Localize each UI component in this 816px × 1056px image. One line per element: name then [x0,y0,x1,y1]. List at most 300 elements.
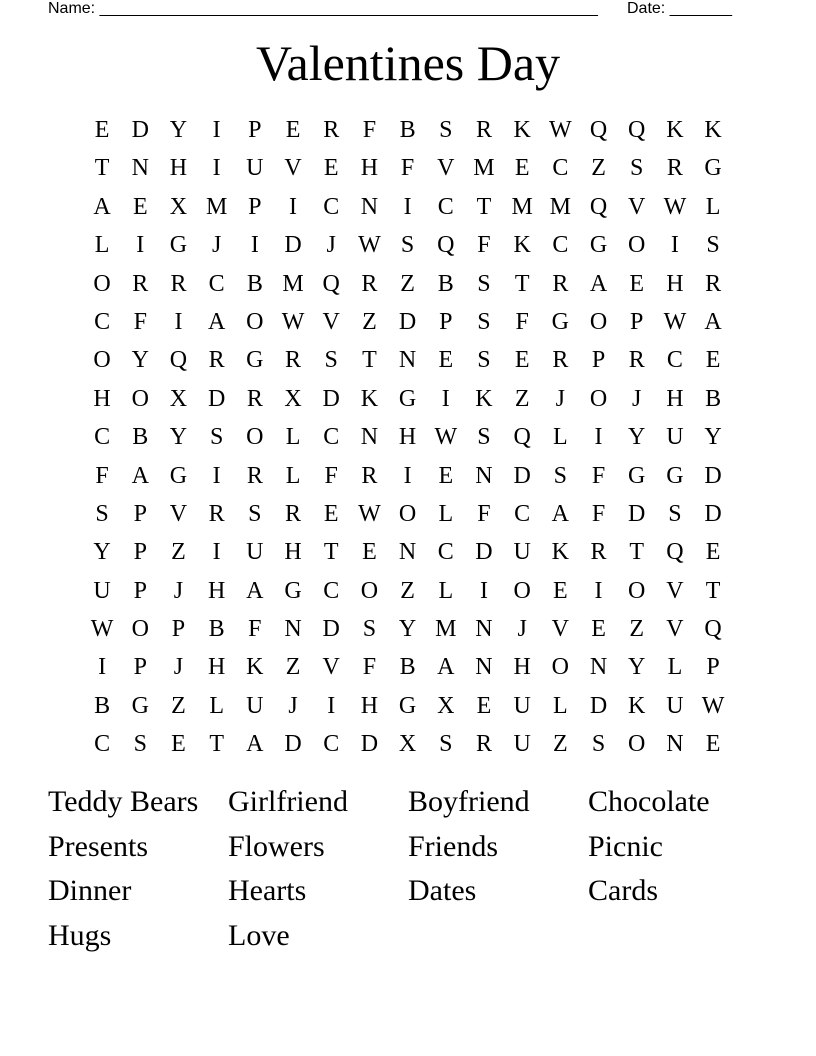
grid-letter[interactable]: F [477,232,491,259]
grid-letter[interactable]: H [207,577,226,604]
grid-letter[interactable]: R [323,117,340,143]
grid-letter[interactable]: Q [322,270,340,297]
grid-letter[interactable]: R [552,347,569,374]
grid-letter[interactable]: T [629,539,645,566]
grid-letter[interactable]: N [131,155,149,182]
grid-letter[interactable]: W [90,616,114,643]
grid-letter[interactable]: T [514,270,530,297]
grid-letter[interactable]: H [360,155,379,182]
grid-letter[interactable]: R [475,731,492,758]
grid-letter[interactable]: P [133,577,147,604]
grid-letter[interactable]: O [513,577,531,604]
grid-letter[interactable]: G [169,462,188,489]
grid-letter[interactable]: R [208,500,225,527]
grid-letter[interactable]: N [475,462,493,489]
grid-letter[interactable]: B [208,616,225,643]
grid-letter[interactable]: R [361,270,378,297]
grid-letter[interactable]: I [594,424,603,451]
grid-letter[interactable]: Q [628,117,646,143]
grid-letter[interactable]: V [666,577,684,604]
grid-letter[interactable]: S [324,347,338,374]
grid-letter[interactable]: R [552,270,569,297]
grid-letter[interactable]: E [94,117,110,143]
grid-letter[interactable]: A [437,654,455,681]
grid-letter[interactable]: V [437,155,455,182]
grid-letter[interactable]: N [398,347,417,374]
grid-letter[interactable]: P [248,117,262,143]
grid-letter[interactable]: F [362,654,377,681]
grid-letter[interactable]: B [94,692,111,719]
grid-letter[interactable]: V [284,155,302,182]
grid-letter[interactable]: A [207,308,226,335]
grid-letter[interactable]: H [666,385,684,412]
grid-letter[interactable]: W [358,500,381,527]
grid-letter[interactable]: O [131,385,149,412]
word-list-item: Hugs [48,918,112,952]
grid-letter[interactable]: R [475,117,492,143]
grid-letter[interactable]: N [666,731,684,758]
grid-letter[interactable]: P [706,654,720,681]
grid-letter[interactable]: Y [169,117,188,143]
grid-letter[interactable]: O [246,424,264,451]
grid-letter[interactable]: L [209,692,224,719]
grid-letter[interactable]: I [98,654,107,681]
grid-letter[interactable]: I [212,539,221,566]
grid-letter[interactable]: W [358,232,381,259]
grid-letter[interactable]: O [131,616,149,643]
grid-letter[interactable]: O [551,654,570,681]
grid-letter[interactable]: H [207,654,226,681]
grid-letter[interactable]: T [362,347,377,374]
grid-letter[interactable]: K [628,692,646,719]
grid-letter[interactable]: K [551,539,570,566]
grid-letter[interactable]: S [706,232,720,259]
grid-letter[interactable]: G [169,232,188,259]
grid-letter[interactable]: L [553,424,568,451]
grid-letter[interactable]: J [173,654,184,681]
grid-letter[interactable]: E [323,500,339,527]
grid-letter[interactable]: B [399,654,416,681]
grid-letter[interactable]: T [476,193,492,220]
grid-letter[interactable]: P [133,500,147,527]
grid-letter[interactable]: S [477,424,491,451]
grid-letter[interactable]: H [93,385,111,412]
grid-letter[interactable]: U [93,577,111,604]
grid-letter[interactable]: A [93,193,111,220]
grid-letter[interactable]: K [475,385,493,412]
grid-letter[interactable]: G [704,155,722,182]
grid-letter[interactable]: Y [628,424,646,451]
grid-letter[interactable]: R [246,385,263,412]
grid-letter[interactable]: D [322,385,340,412]
grid-letter[interactable]: J [555,385,566,412]
grid-letter[interactable]: Z [171,692,186,719]
grid-letter[interactable]: Q [513,424,531,451]
grid-letter[interactable]: I [594,577,603,604]
grid-letter[interactable]: I [289,193,298,220]
grid-letter[interactable]: R [628,347,645,374]
grid-letter[interactable]: Z [171,539,186,566]
grid-letter[interactable]: C [552,155,569,182]
grid-letter[interactable]: E [629,270,645,297]
grid-letter[interactable]: V [551,616,570,643]
grid-letter[interactable]: V [628,193,646,220]
grid-letter[interactable]: M [511,193,533,220]
grid-row [83,265,733,303]
grid-letter[interactable]: C [323,577,340,604]
grid-letter[interactable]: H [169,155,188,182]
grid-letter[interactable]: F [515,308,529,335]
grid-letter[interactable]: D [131,117,149,143]
grid-letter[interactable]: Y [398,616,417,643]
grid-letter[interactable]: I [212,155,221,182]
grid-letter[interactable]: W [663,308,687,335]
grid-letter[interactable]: A [246,577,264,604]
word-list-item: Presents [48,829,148,863]
grid-letter[interactable]: N [360,424,379,451]
grid-letter[interactable]: L [705,193,721,220]
grid-letter[interactable]: O [246,308,264,335]
grid-letter[interactable]: U [246,539,264,566]
grid-letter[interactable]: V [322,654,340,681]
grid-letter[interactable]: D [360,731,379,758]
grid-letter[interactable]: S [477,347,491,374]
grid-letter[interactable]: E [171,731,186,758]
grid-letter[interactable]: I [441,385,450,412]
grid-letter[interactable]: Z [553,731,568,758]
grid-letter[interactable]: H [284,539,302,566]
grid-letter[interactable]: C [552,232,569,259]
header-line [48,0,748,20]
grid-letter[interactable]: I [403,462,412,489]
grid-letter[interactable]: G [628,462,646,489]
grid-letter[interactable]: D [628,500,646,527]
grid-letter[interactable]: S [362,616,377,643]
grid-letter[interactable]: I [136,232,145,259]
grid-letter[interactable]: S [133,731,147,758]
grid-letter[interactable]: N [475,654,493,681]
grid-letter[interactable]: D [322,616,340,643]
grid-letter[interactable]: N [360,193,379,220]
grid-letter[interactable]: G [551,308,570,335]
grid-letter[interactable]: K [513,232,531,259]
grid-letter[interactable]: R [132,270,149,297]
grid-letter[interactable]: A [246,731,264,758]
grid-letter[interactable]: A [551,500,570,527]
grid-letter[interactable]: D [284,232,302,259]
grid-letter[interactable]: N [475,616,493,643]
grid-letter[interactable]: I [250,232,259,259]
grid-letter[interactable]: A [589,270,608,297]
grid-letter[interactable]: Y [131,347,149,374]
grid-letter[interactable]: Q [666,539,684,566]
grid-letter[interactable]: C [208,270,225,297]
grid-letter[interactable]: Y [169,424,188,451]
grid-row [83,111,733,149]
grid-letter[interactable]: A [704,308,722,335]
grid-letter[interactable]: S [477,308,491,335]
grid-letter[interactable]: K [704,117,722,143]
grid-letter[interactable]: Z [285,654,301,681]
grid-letter[interactable]: D [589,692,608,719]
grid-letter[interactable]: P [439,308,453,335]
grid-letter[interactable]: U [246,692,264,719]
grid-letter[interactable]: O [628,577,646,604]
grid-letter[interactable]: B [705,385,722,412]
grid-letter[interactable]: E [705,347,721,374]
grid-letter[interactable]: F [95,462,109,489]
grid-letter[interactable]: T [209,731,224,758]
grid-letter[interactable]: C [437,193,454,220]
word-list-item: Hearts [228,874,307,907]
grid-letter[interactable]: D [398,308,417,335]
grid-letter[interactable]: L [285,462,301,489]
grid-letter[interactable]: I [174,308,183,335]
grid-letter[interactable]: Z [400,577,415,604]
grid-letter[interactable]: Z [400,270,415,297]
grid-letter[interactable]: L [438,577,454,604]
grid-letter[interactable]: U [666,692,684,719]
grid-letter[interactable]: R [590,539,607,566]
grid-letter[interactable]: B [437,270,454,297]
grid-letter[interactable]: D [704,462,722,489]
grid-letter[interactable]: B [399,117,416,143]
grid-letter[interactable]: E [514,347,530,374]
grid-letter[interactable]: C [666,347,683,374]
grid-letter[interactable]: T [323,539,339,566]
word-list-item: Dinner [48,874,132,907]
grid-letter[interactable]: I [670,232,679,259]
grid-letter[interactable]: G [284,577,302,604]
grid-letter[interactable]: W [549,117,572,143]
grid-letter[interactable]: M [435,616,457,643]
grid-letter[interactable]: C [437,539,454,566]
grid-letter[interactable]: Q [169,347,188,374]
grid-letter[interactable]: W [281,308,305,335]
grid-letter[interactable]: P [248,193,262,220]
grid-letter[interactable]: R [361,462,378,489]
grid-letter[interactable]: Z [629,616,645,643]
grid-letter[interactable]: P [630,308,644,335]
grid-letter[interactable]: N [398,539,417,566]
grid-letter[interactable]: Q [589,193,608,220]
grid-letter[interactable]: R [666,155,683,182]
grid-letter[interactable]: K [666,117,684,143]
grid-letter[interactable]: E [705,731,721,758]
grid-letter[interactable]: Q [589,117,608,143]
grid-letter[interactable]: C [323,731,340,758]
grid-letter[interactable]: F [591,500,606,527]
grid-letter[interactable]: O [628,232,646,259]
grid-letter[interactable]: I [212,462,221,489]
grid-letter[interactable]: U [513,539,531,566]
grid-letter[interactable]: G [131,692,149,719]
grid-letter[interactable]: F [133,308,147,335]
grid-letter[interactable]: H [360,692,379,719]
grid-letter[interactable]: Z [514,385,530,412]
grid-letter[interactable]: S [439,117,453,143]
grid-row [83,226,733,264]
grid-letter[interactable]: G [666,462,684,489]
grid-letter[interactable]: K [360,385,379,412]
grid-letter[interactable]: P [133,654,147,681]
word-list-item: Girlfriend [228,785,348,818]
grid-letter[interactable]: L [667,654,683,681]
grid-letter[interactable]: Q [437,232,455,259]
grid-letter[interactable]: E [591,616,606,643]
grid-letter[interactable]: F [248,616,262,643]
grid-letter[interactable]: M [282,270,304,297]
grid-letter[interactable]: I [327,692,336,719]
grid-letter[interactable]: D [284,731,302,758]
grid-letter[interactable]: E [132,193,148,220]
grid-letter[interactable]: T [94,155,110,182]
grid-letter[interactable]: I [403,193,412,220]
grid-letter[interactable]: X [169,193,188,220]
grid-letter[interactable]: R [285,347,302,374]
grid-letter[interactable]: O [360,577,379,604]
grid-letter[interactable]: O [589,308,608,335]
grid-letter[interactable]: L [94,232,110,259]
grid-letter[interactable]: Y [704,424,722,451]
grid-letter[interactable]: G [589,232,608,259]
grid-letter[interactable]: V [322,308,340,335]
grid-letter[interactable]: E [362,539,377,566]
grid-letter[interactable]: F [362,117,377,143]
grid-letter[interactable]: M [549,193,572,220]
grid-letter[interactable]: C [323,193,340,220]
word-list-item: Cards [588,874,658,907]
grid-letter[interactable]: Y [628,654,646,681]
grid-letter[interactable]: S [400,232,415,259]
grid-letter[interactable]: E [438,347,454,374]
grid-letter[interactable]: M [205,193,228,220]
grid-letter[interactable]: O [398,500,417,527]
grid-letter[interactable]: L [553,692,568,719]
grid-letter[interactable]: I [479,577,488,604]
grid-letter[interactable]: R [285,500,302,527]
grid-letter[interactable]: E [705,539,721,566]
grid-letter[interactable]: F [324,462,338,489]
grid-letter[interactable]: X [284,385,302,412]
grid-letter[interactable]: W [701,692,725,719]
grid-letter[interactable]: Q [704,616,722,643]
grid-letter[interactable]: T [705,577,721,604]
grid-letter[interactable]: U [246,155,264,182]
grid-letter[interactable]: H [398,424,417,451]
grid-letter[interactable]: U [513,731,531,758]
grid-letter[interactable]: C [94,308,111,335]
grid-letter[interactable]: B [132,424,149,451]
grid-letter[interactable]: D [475,539,493,566]
grid-row [83,149,733,187]
grid-letter[interactable]: J [211,232,222,259]
grid-letter[interactable]: S [95,500,109,527]
grid-letter[interactable]: R [246,462,263,489]
grid-letter[interactable]: Y [93,539,111,566]
grid-letter[interactable]: D [704,500,722,527]
grid-letter[interactable]: F [400,155,415,182]
grid-letter[interactable]: N [284,616,302,643]
grid-letter[interactable]: F [591,462,606,489]
grid-letter[interactable]: L [438,500,454,527]
grid-letter[interactable]: S [477,270,491,297]
grid-letter[interactable]: G [246,347,264,374]
grid-letter[interactable]: B [246,270,263,297]
grid-letter[interactable]: W [663,193,687,220]
grid-letter[interactable]: E [476,692,492,719]
grid-letter[interactable]: P [591,347,606,374]
grid-letter[interactable]: J [632,385,642,412]
grid-letter[interactable]: D [513,462,531,489]
grid-letter[interactable]: J [288,692,298,719]
grid-letter[interactable]: W [434,424,458,451]
grid-letter[interactable]: X [437,692,455,719]
grid-letter[interactable]: H [666,270,684,297]
grid-letter[interactable]: E [438,462,454,489]
grid-letter[interactable]: L [285,424,301,451]
grid-letter[interactable]: N [589,654,608,681]
grid-letter[interactable]: F [477,500,491,527]
grid-letter[interactable]: S [668,500,682,527]
grid-letter[interactable]: C [514,500,531,527]
grid-letter[interactable]: Z [591,155,606,182]
grid-letter[interactable]: D [207,385,226,412]
grid-letter[interactable]: O [628,731,646,758]
grid-letter[interactable]: O [589,385,608,412]
grid-letter[interactable]: O [93,347,111,374]
grid-letter[interactable]: R [170,270,187,297]
grid-letter[interactable]: M [473,155,495,182]
grid-letter[interactable]: P [171,616,186,643]
grid-letter[interactable]: S [439,731,453,758]
grid-letter[interactable]: S [248,500,262,527]
grid-letter[interactable]: O [93,270,111,297]
grid-letter[interactable]: R [705,270,722,297]
grid-letter[interactable]: C [323,424,340,451]
grid-letter[interactable]: P [133,539,147,566]
grid-letter[interactable]: U [666,424,684,451]
grid-letter[interactable]: J [173,577,184,604]
grid-letter[interactable]: E [285,117,301,143]
grid-letter[interactable]: H [513,654,531,681]
grid-letter[interactable]: E [323,155,339,182]
grid-letter[interactable]: S [591,731,606,758]
grid-letter[interactable]: G [398,385,417,412]
grid-letter[interactable]: V [169,500,188,527]
grid-letter[interactable]: I [212,117,221,143]
grid-letter[interactable]: K [513,117,531,143]
grid-letter[interactable]: S [553,462,568,489]
grid-letter[interactable]: J [326,232,336,259]
grid-letter[interactable]: U [513,692,531,719]
grid-letter[interactable]: X [169,385,188,412]
grid-letter[interactable]: A [131,462,149,489]
grid-letter[interactable]: Z [362,308,377,335]
grid-letter[interactable]: C [94,731,111,758]
grid-letter[interactable]: R [208,347,225,374]
grid-letter[interactable]: V [666,616,684,643]
grid-letter[interactable]: X [398,731,417,758]
grid-letter[interactable]: E [553,577,568,604]
grid-letter[interactable]: J [517,616,527,643]
grid-letter[interactable]: K [246,654,264,681]
grid-letter[interactable]: S [209,424,224,451]
grid-letter[interactable]: E [514,155,530,182]
grid-letter[interactable]: G [398,692,417,719]
grid-letter[interactable]: S [630,155,644,182]
grid-letter[interactable]: C [94,424,111,451]
